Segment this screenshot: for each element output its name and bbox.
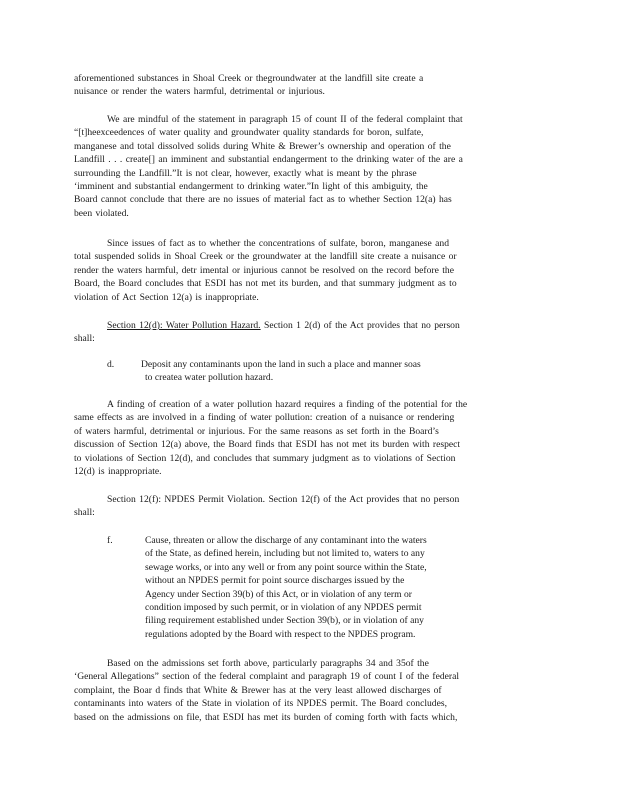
text-line: Section 12(f): NPDES Permit Violation. Section 12(f) of the Act provides that no person xyxy=(107,494,460,505)
text-line: violation of Act Section 12(a) is inappropriate. xyxy=(74,291,259,303)
text-line: total suspended solids in Shoal Creek or the groundwater at the landfill site create a nuisance or xyxy=(74,251,457,263)
text-line: condition imposed by such permit, or in violation of any NPDES permit xyxy=(145,602,422,614)
text-line: “[t]heexceedences of water quality and groundwater quality standards for boron, sulfate, xyxy=(74,127,424,139)
text-line: surrounding the Landfill.”It is not clear, however, exactly what is meant by the phrase xyxy=(74,167,417,179)
subsection-letter: d. xyxy=(107,359,115,370)
paragraph-p5 xyxy=(74,398,536,478)
subsection-body xyxy=(141,358,421,385)
paragraph-p2 xyxy=(74,113,536,220)
text-line: A finding of creation of a water pollution hazard requires a finding of the potential for the xyxy=(107,399,468,410)
text-line: Board, the Board concludes that ESDI has not met its burden, and that summary judgment as to xyxy=(74,278,457,290)
text-line: contaminants into waters of the State in violation of its NPDES permit. The Board concludes, xyxy=(74,698,447,710)
text-line: manganese and total dissolved solids during White & Brewer’s ownership and operation of the xyxy=(74,140,451,152)
text-line: based on the admissions on file, that ESDI has met its burden of coming forth with facts which, xyxy=(74,711,458,723)
text-line: discussion of Section 12(a) above, the Board finds that ESDI has not met its burden with respect xyxy=(74,439,461,451)
text-line: regulations adopted by the Board with respect to the NPDES program. xyxy=(145,628,416,640)
paragraph-p1 xyxy=(74,72,536,99)
subsection-body xyxy=(145,534,427,641)
text-line: nuisance or render the waters harmful, detrimental or injurious. xyxy=(74,86,325,98)
text-line: We are mindful of the statement in paragraph 15 of count II of the federal complaint that xyxy=(107,114,463,125)
text-line: Board cannot conclude that there are no issues of material fact as to whether Section 12(a) has xyxy=(74,194,452,206)
text-line: Agency under Section 39(b) of this Act, or in violation of any term or xyxy=(145,588,412,600)
paragraph-p6 xyxy=(74,493,536,520)
text-line: same effects as are involved in a finding of water pollution: creation of a nuisance or rendering xyxy=(74,412,455,424)
text-line: sewage works, or into any well or from any point source within the State, xyxy=(145,561,427,573)
text-line: Landfill . . . create[] an imminent and substantial endangerment to the drinking water of the are a xyxy=(74,154,463,166)
text-line: Since issues of fact as to whether the concentrations of sulfate, boron, manganese and xyxy=(107,238,450,249)
text-line: ‘imminent and substantial endangerment to drinking water.”In light of this ambiguity, the xyxy=(74,181,428,193)
text-line: 12(d) is inappropriate. xyxy=(74,466,162,478)
text-line: to violations of Section 12(d), and concludes that summary judgment as to violations of Section xyxy=(74,452,456,464)
subsection-letter: f. xyxy=(107,535,113,546)
text-line xyxy=(74,319,536,332)
text-line: of the State, as defined herein, including but not limited to, waters to any xyxy=(145,548,425,560)
text-line: of waters harmful, detrimental or injurious. For the same reasons as set forth in the Board’s xyxy=(74,425,439,437)
paragraph-p3 xyxy=(74,237,536,304)
text-line: without an NPDES permit for point source discharges issued by the xyxy=(145,575,405,587)
section-heading: Section 12(d): Water Pollution Hazard. xyxy=(107,320,261,331)
text-line: Cause, threaten or allow the discharge of any contaminant into the waters xyxy=(145,535,427,546)
text-line: been violated. xyxy=(74,207,129,219)
text-line: Deposit any contaminants upon the land in such a place and manner soas xyxy=(141,359,421,370)
text-run: Section 1 2(d) of the Act provides that no person xyxy=(260,320,460,331)
text-line: shall: xyxy=(74,507,95,519)
text-line: Based on the admissions set forth above, particularly paragraphs 34 and 35of the xyxy=(107,658,429,669)
paragraph-p7 xyxy=(74,657,536,724)
paragraph-p4 xyxy=(74,319,536,346)
text-line: filing requirement established under Section 39(b), or in violation of any xyxy=(145,615,424,627)
text-line: complaint, the Boar d finds that White & Brewer has at the very least allowed discharges of xyxy=(74,684,442,696)
text-line: to createa water pollution hazard. xyxy=(145,372,274,384)
text-line: aforementioned substances in Shoal Creek or thegroundwater at the landfill site create a xyxy=(74,73,424,84)
text-line: ‘General Allegations” section of the federal complaint and paragraph 19 of count I of the federal xyxy=(74,671,460,683)
text-line: shall: xyxy=(74,333,95,345)
text-line: render the waters harmful, detr imental or injurious cannot be resolved on the record before the xyxy=(74,264,454,276)
